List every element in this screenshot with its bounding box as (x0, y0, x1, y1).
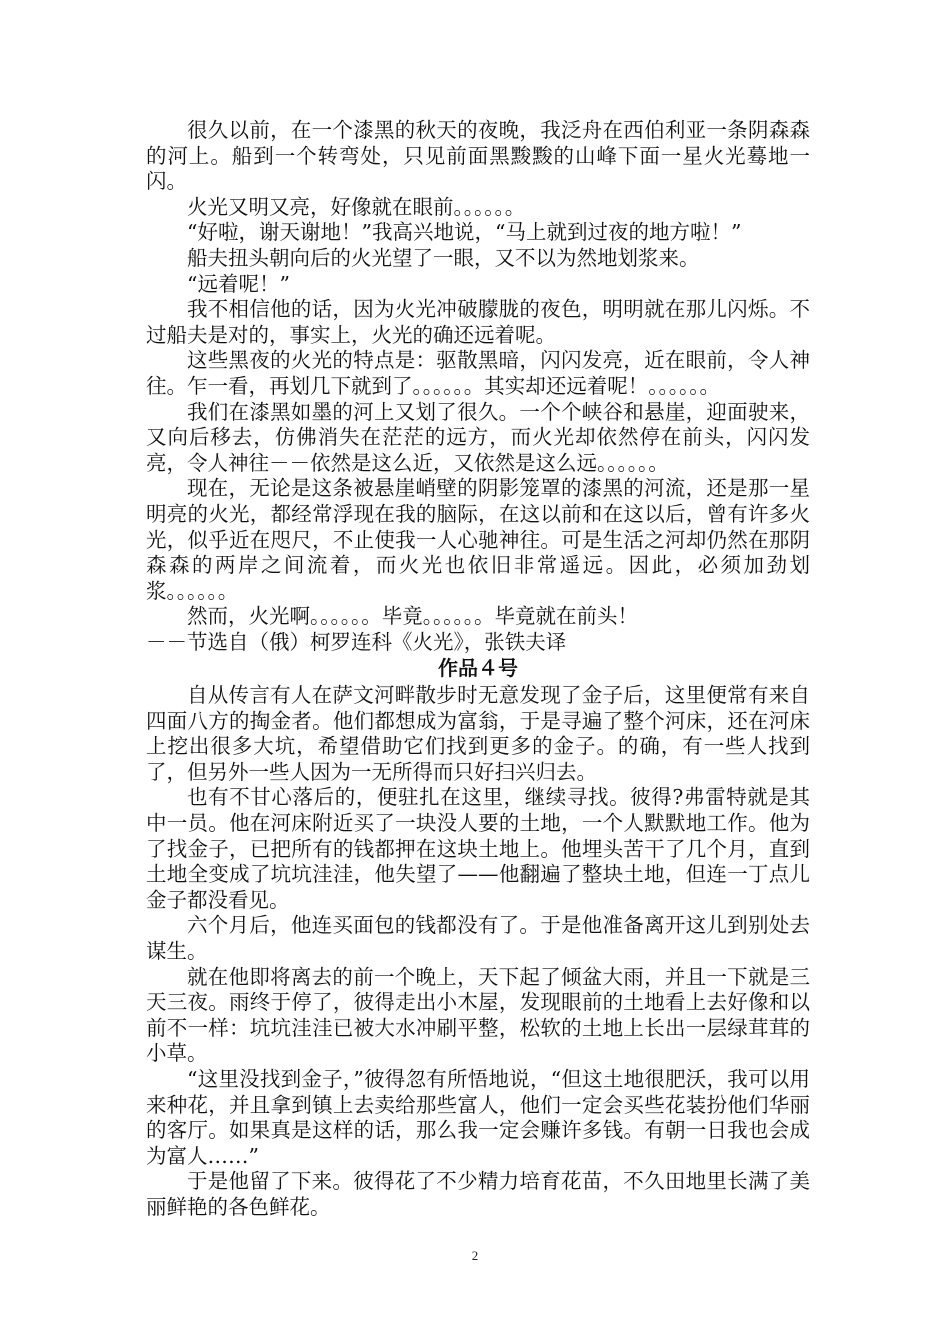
passage4-paragraph-2: 也有不甘心落后的，便驻扎在这里，继续寻找。彼得?弗雷特就是其中一员。他在河床附近买了一块没人要的土地，一个人默默地工作。他为了找金子，已把所有的钱都押在这块土地上。他埋头苦干了几个月，直到土地全变成了坑坑洼洼，他失望了——他翻遍了整块土地，但连一丁点儿金子都没看见。 (146, 785, 810, 912)
passage3-paragraph-6: 我不相信他的话，因为火光冲破朦胧的夜色，明明就在那儿闪烁。不过船夫是对的，事实上，火光的确还远着呢。 (146, 297, 810, 347)
passage3-paragraph-9: 现在，无论是这条被悬崖峭壁的阴影笼罩的漆黑的河流，还是那一星明亮的火光，都经常浮现在我的脑际，在这以前和在这以后，曾有许多火光，似乎近在咫尺，不止使我一人心驰神往。可是生活之河却仍然在那阴森森的两岸之间流着，而火光也依旧非常遥远。因此，必须加劲划浆。。。。。。 (146, 476, 810, 603)
passage4-paragraph-6: 于是他留了下来。彼得花了不少精力培育花苗，不久田地里长满了美丽鲜艳的各色鲜花。 (146, 1169, 810, 1219)
document-page (146, 118, 810, 1221)
passage3-paragraph-8: 我们在漆黑如墨的河上又划了很久。一个个峡谷和悬崖，迎面驶来，又向后移去，仿佛消失在茫茫的远方，而火光却依然停在前头，闪闪发亮，令人神往－－依然是这么近，又依然是这么远。。。。。。 (146, 399, 810, 475)
passage3-paragraph-1: 很久以前，在一个漆黑的秋天的夜晚，我泛舟在西伯利亚一条阴森森的河上。船到一个转弯处，只见前面黑黢黢的山峰下面一星火光蓦地一闪。 (146, 118, 810, 194)
passage4-paragraph-4: 就在他即将离去的前一个晚上，天下起了倾盆大雨，并且一下就是三天三夜。雨终于停了，彼得走出小木屋，发现眼前的土地看上去好像和以前不一样：坑坑洼洼已被大水冲刷平整，松软的土地上长出一层绿茸茸的小草。 (146, 964, 810, 1066)
passage3-paragraph-7: 这些黑夜的火光的特点是：驱散黑暗，闪闪发亮，近在眼前，令人神往。乍一看，再划几下就到了。。。。。。其实却还远着呢！。。。。。。 (146, 348, 810, 398)
passage4-paragraph-3: 六个月后，他连买面包的钱都没有了。于是他准备离开这儿到别处去谋生。 (146, 913, 810, 963)
passage4-paragraph-5: “这里没找到金子，”彼得忽有所悟地说，“但这土地很肥沃，我可以用来种花，并且拿到镇上去卖给那些富人，他们一定会买些花装扮他们华丽的客厅。如果真是这样的话，那么我一定会赚许多钱。有朝一日我也会成为富人……” (146, 1066, 810, 1168)
passage3-source-citation: －－节选自（俄）柯罗连科《火光》，张铁夫译 (146, 629, 567, 654)
passage3-paragraph-3: “好啦，谢天谢地！”我高兴地说，“马上就到过夜的地方啦！” (187, 220, 742, 245)
page-number: 2 (471, 1248, 479, 1263)
passage3-paragraph-4: 船夫扭头朝向后的火光望了一眼，又不以为然地划浆来。 (187, 245, 700, 270)
passage4-title: 作品４号 (438, 656, 518, 681)
passage3-paragraph-10: 然而，火光啊。。。。。。毕竟。。。。。。毕竟就在前头！ (187, 604, 638, 629)
passage4-paragraph-1: 自从传言有人在萨文河畔散步时无意发现了金子后，这里便常有来自四面八方的掏金者。他们都想成为富翁，于是寻遍了整个河床，还在河床上挖出很多大坑，希望借助它们找到更多的金子。的确，有一些人找到了，但另外一些人因为一无所得而只好扫兴归去。 (146, 683, 810, 784)
passage3-paragraph-2: 火光又明又亮，好像就在眼前。。。。。。 (187, 194, 526, 219)
passage3-paragraph-5: “远着呢！” (187, 271, 290, 296)
